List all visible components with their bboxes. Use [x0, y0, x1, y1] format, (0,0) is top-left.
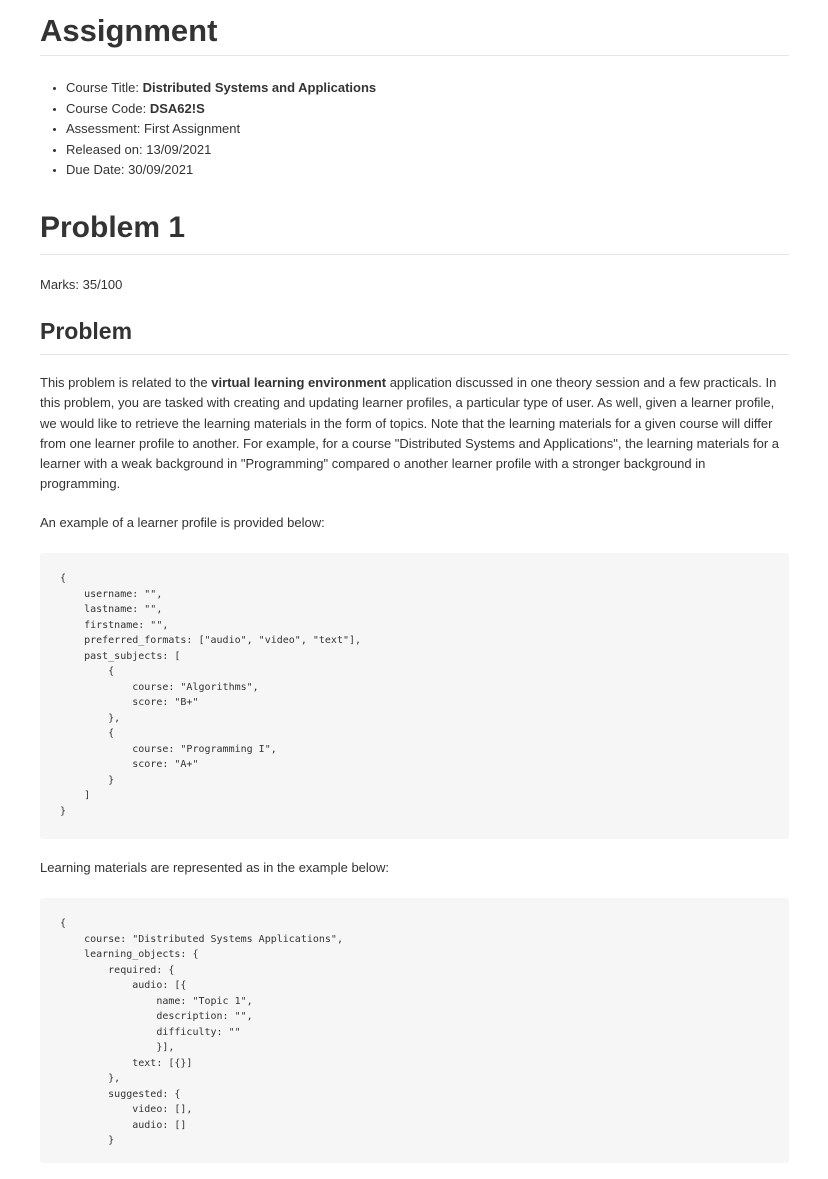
meta-value: 30/09/2021: [128, 162, 194, 177]
meta-course-title: [66, 78, 376, 99]
problem-1-heading: Problem 1: [40, 210, 789, 255]
problem-description: [40, 373, 789, 495]
meta-label: Due Date:: [66, 162, 129, 177]
problem-subheading: Problem: [40, 318, 789, 355]
learning-materials-code-block: { course: "Distributed Systems Applications", learning_objects: { required: { audio: [{ name: "Topic 1", description: "", difficulty: "" }], text: [{}] }, suggested: { video: [], audio: [] }: [40, 898, 789, 1163]
meta-assessment: [66, 119, 376, 140]
meta-course-code: [66, 99, 376, 120]
assignment-meta-list: [40, 78, 376, 181]
learner-profile-code-block: { username: "", lastname: "", firstname: "", preferred_formats: ["audio", "video", "text"], past_subjects: [ { course: "Algorithms", score: "B+" }, { course: "Programming I", score: "A+" } ] }: [40, 553, 789, 839]
description-text-continued: application discussed in one theory session and a few practicals. In this problem, you are tasked with creating and updating learner profiles, a particular type of user. As well, given a learner profile, we would like to retrieve the learning materials in the form of topics. Note that the learning materials for a given course will differ from one learner profile to another. For example, for a course "Distributed Systems and Applications", the learning materials for a learner with a weak background in "Programming" compared o another learner profile with a stronger background in programming.: [40, 375, 780, 492]
meta-released-on: [66, 140, 376, 161]
assignment-heading: Assignment: [40, 12, 789, 56]
learning-materials-intro: Learning materials are represented as in the example below:: [40, 860, 390, 875]
meta-value: Distributed Systems and Applications: [142, 80, 377, 95]
description-text: This problem is related to the: [40, 375, 212, 390]
meta-value: First Assignment: [144, 121, 241, 136]
marks-text: Marks: 35/100: [40, 277, 123, 292]
meta-label: Course Code:: [66, 100, 150, 116]
learner-profile-intro: An example of a learner profile is provided below:: [40, 515, 325, 530]
meta-label: Released on:: [66, 141, 147, 157]
description-emphasis: virtual learning environment: [211, 375, 387, 390]
meta-value: DSA62!S: [149, 100, 205, 116]
meta-label: Assessment:: [66, 121, 145, 136]
meta-value: 13/09/2021: [146, 141, 212, 157]
meta-label: Course Title:: [66, 80, 143, 95]
meta-due-date: [66, 160, 376, 181]
